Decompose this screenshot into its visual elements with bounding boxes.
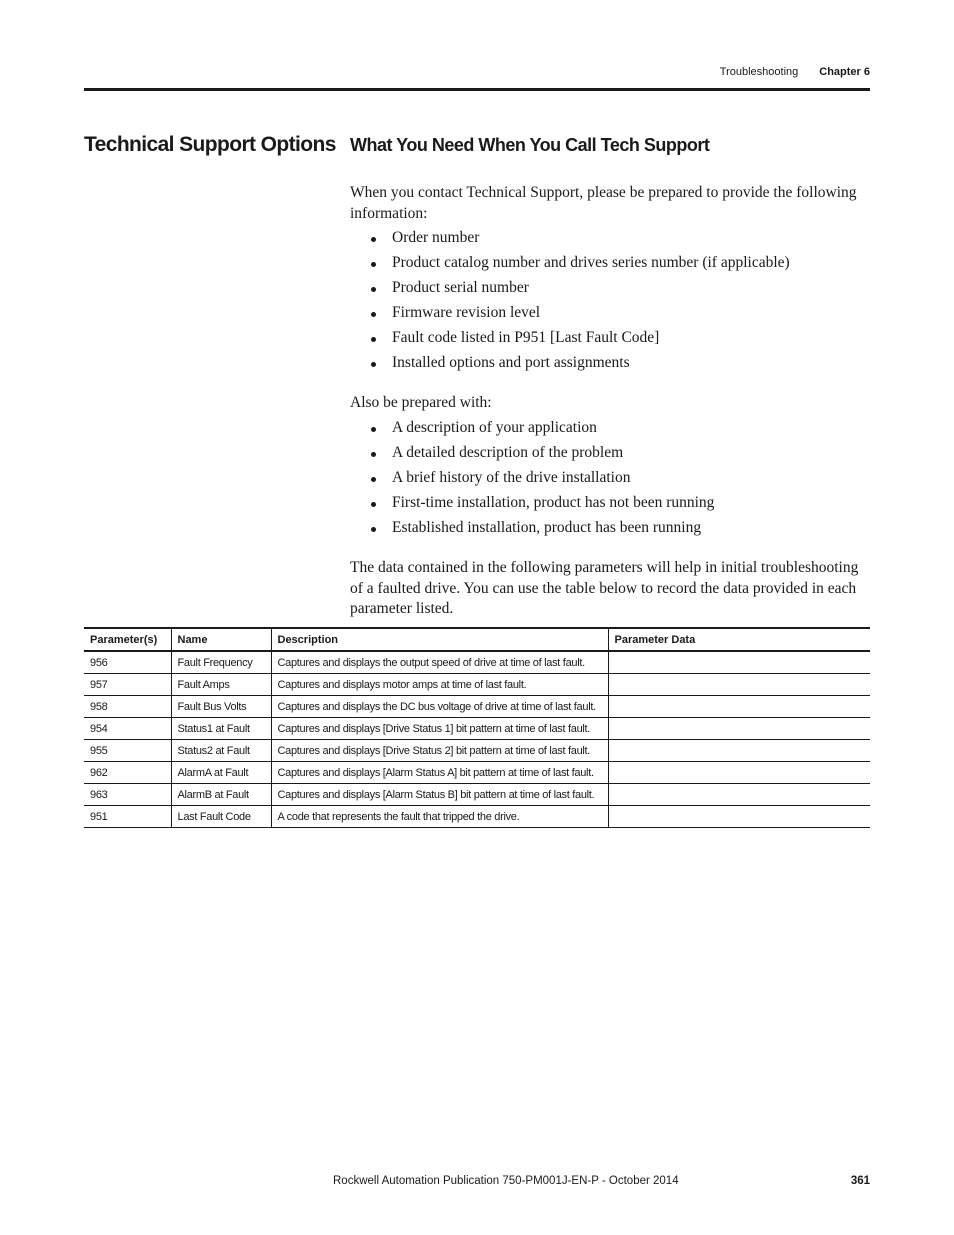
list-item-text: First-time installation, product has not been running <box>392 494 715 511</box>
description-cell: Captures and displays motor amps at time of last fault. <box>271 674 608 696</box>
table-row <box>84 740 870 762</box>
parameter-name-cell: Status1 at Fault <box>171 718 271 740</box>
fault-parameter-table <box>84 627 870 828</box>
parameter-data-cell <box>608 674 870 696</box>
parameter-data-cell <box>608 651 870 674</box>
bullet-icon <box>371 477 376 482</box>
parameter-number-cell: 956 <box>84 651 171 674</box>
parameter-data-cell <box>608 806 870 828</box>
table-row <box>84 696 870 718</box>
parameter-name-cell: Fault Frequency <box>171 651 271 674</box>
parameter-name-cell: Last Fault Code <box>171 806 271 828</box>
column-header-parameter-data: Parameter Data <box>608 628 870 651</box>
data-note-paragraph: The data contained in the following parameters will help in initial troubleshooting of a faulted drive. You can use the table below to record the data provided in each parameter listed. <box>350 559 859 617</box>
list-item <box>371 418 714 443</box>
bullet-icon <box>371 427 376 432</box>
list-item-text: Installed options and port assignments <box>392 354 630 371</box>
running-header-section: Troubleshooting <box>719 66 799 78</box>
list-item <box>371 518 714 543</box>
list-item-text: A description of your application <box>392 419 597 436</box>
column-header-description: Description <box>271 628 608 651</box>
running-header <box>720 66 870 78</box>
table-header-row <box>84 628 870 651</box>
parameter-data-cell <box>608 740 870 762</box>
list-item-text: A detailed description of the problem <box>392 444 624 461</box>
bullet-icon <box>371 287 376 292</box>
list-item-text: Product catalog number and drives series number (if applicable) <box>392 254 790 271</box>
parameter-number-cell: 958 <box>84 696 171 718</box>
running-header-chapter: Chapter 6 <box>819 66 870 78</box>
list-item-text: Firmware revision level <box>392 304 541 321</box>
subsection-title: What You Need When You Call Tech Support <box>350 135 710 155</box>
table-row <box>84 651 870 674</box>
column-header-parameters: Parameter(s) <box>84 628 171 651</box>
list-item <box>371 493 714 518</box>
table-row <box>84 718 870 740</box>
required-info-list <box>371 228 790 378</box>
list-item <box>371 253 790 278</box>
also-prepared-list <box>371 418 714 543</box>
parameter-data-cell <box>608 718 870 740</box>
table-row <box>84 806 870 828</box>
description-cell: Captures and displays [Drive Status 2] bit pattern at time of last fault. <box>271 740 608 762</box>
bullet-icon <box>371 452 376 457</box>
parameter-number-cell: 963 <box>84 784 171 806</box>
description-cell: Captures and displays the output speed of drive at time of last fault. <box>271 651 608 674</box>
description-cell: Captures and displays [Alarm Status B] bit pattern at time of last fault. <box>271 784 608 806</box>
bullet-icon <box>371 527 376 532</box>
parameter-data-cell <box>608 762 870 784</box>
description-cell: Captures and displays the DC bus voltage of drive at time of last fault. <box>271 696 608 718</box>
table-row <box>84 784 870 806</box>
bullet-icon <box>371 262 376 267</box>
bullet-icon <box>371 502 376 507</box>
parameter-name-cell: AlarmA at Fault <box>171 762 271 784</box>
list-item <box>371 468 714 493</box>
list-item <box>371 443 714 468</box>
parameter-name-cell: AlarmB at Fault <box>171 784 271 806</box>
parameter-number-cell: 962 <box>84 762 171 784</box>
description-cell: Captures and displays [Drive Status 1] bit pattern at time of last fault. <box>271 718 608 740</box>
parameter-name-cell: Fault Bus Volts <box>171 696 271 718</box>
table-row <box>84 762 870 784</box>
table-row <box>84 674 870 696</box>
parameter-data-cell <box>608 696 870 718</box>
description-cell: A code that represents the fault that tripped the drive. <box>271 806 608 828</box>
list-item-text: Product serial number <box>392 279 529 296</box>
list-item-text: Established installation, product has been running <box>392 519 702 536</box>
list-item <box>371 353 790 378</box>
description-cell: Captures and displays [Alarm Status A] bit pattern at time of last fault. <box>271 762 608 784</box>
bullet-icon <box>371 237 376 242</box>
parameter-number-cell: 955 <box>84 740 171 762</box>
parameter-data-cell <box>608 784 870 806</box>
parameter-number-cell: 954 <box>84 718 171 740</box>
parameter-name-cell: Fault Amps <box>171 674 271 696</box>
bullet-icon <box>371 362 376 367</box>
list-item <box>371 303 790 328</box>
bullet-icon <box>371 337 376 342</box>
footer-publication: Rockwell Automation Publication 750-PM001J-EN-P - October 2014 <box>333 1175 679 1187</box>
parameter-name-cell: Status2 at Fault <box>171 740 271 762</box>
header-rule <box>84 88 870 91</box>
list-item <box>371 328 790 353</box>
list-item <box>371 228 790 253</box>
parameter-number-cell: 957 <box>84 674 171 696</box>
section-title: Technical Support Options <box>84 133 336 156</box>
parameter-number-cell: 951 <box>84 806 171 828</box>
list-item-text: Fault code listed in P951 [Last Fault Code] <box>392 329 660 346</box>
list-item <box>371 278 790 303</box>
bullet-icon <box>371 312 376 317</box>
column-header-name: Name <box>171 628 271 651</box>
intro-paragraph: When you contact Technical Support, please be prepared to provide the following information: <box>350 184 857 222</box>
list-item-text: A brief history of the drive installation <box>392 469 631 486</box>
list-item-text: Order number <box>392 229 480 246</box>
page-number: 361 <box>850 1175 870 1187</box>
also-prepared-paragraph: Also be prepared with: <box>350 394 492 411</box>
